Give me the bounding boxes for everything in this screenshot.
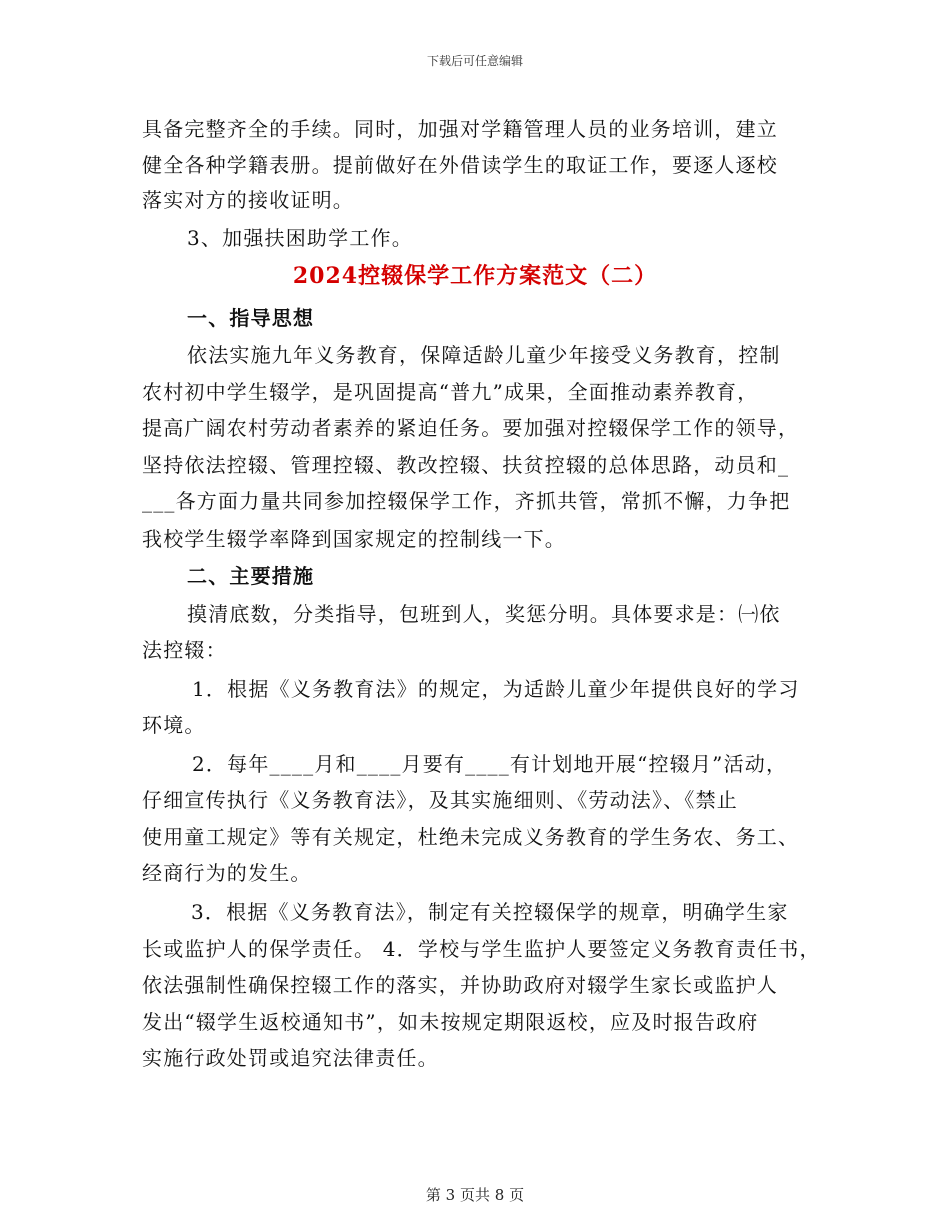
text-line: 经商行为的发生。 bbox=[142, 861, 312, 885]
section-heading-main-measures: 二、主要措施 bbox=[187, 564, 315, 588]
text-line: 农村初中学生辍学，是巩固提高“普九”成果，全面推动素养教育， bbox=[142, 380, 759, 404]
page-footer: 第 3 页共 8 页 bbox=[425, 1186, 525, 1204]
text-line: 依法强制性确保控辍工作的落实，并协助政府对辍学生家长或监护人 bbox=[142, 973, 778, 997]
text-line: 3、加强扶困助学工作。 bbox=[187, 226, 413, 250]
text-line: 仔细宣传执行《义务教育法》，及其实施细则、《劳动法》、《禁止 bbox=[142, 788, 738, 812]
text-line: 落实对方的接收证明。 bbox=[142, 188, 354, 212]
text-line: 依法实施九年义务教育，保障适龄儿童少年接受义务教育，控制 bbox=[187, 343, 781, 367]
text-line: 具备完整齐全的手续。同时，加强对学籍管理人员的业务培训，建立 bbox=[142, 117, 778, 141]
text-line: 摸清底数，分类指导，包班到人，奖惩分明。具体要求是：㈠依 bbox=[187, 602, 781, 626]
text-line: 使用童工规定》等有关规定，杜绝未完成义务教育的学生务农、务工、 bbox=[142, 825, 800, 849]
text-line: 实施行政处罚或追究法律责任。 bbox=[142, 1046, 439, 1070]
section-heading-guiding-thought: 一、指导思想 bbox=[187, 306, 315, 330]
text-line: 3．根据《义务教育法》，制定有关控辍保学的规章，明确学生家 bbox=[191, 900, 789, 924]
text-line: 环境。 bbox=[142, 713, 206, 737]
text-line: 1．根据《义务教育法》的规定，为适龄儿童少年提供良好的学习 bbox=[192, 677, 800, 701]
section-title: 2024控辍保学工作方案范文（二） bbox=[292, 263, 658, 289]
text-line: ___各方面力量共同参加控辍保学工作，齐抓共管，常抓不懈，力争把 bbox=[142, 489, 791, 513]
text-line: 长或监护人的保学责任。 4．学校与学生监护人要签定义务教育责任书， bbox=[142, 937, 821, 961]
page-header: 下载后可任意编辑 bbox=[426, 54, 523, 68]
text-line: 坚持依法控辍、管理控辍、教改控辍、扶贫控辍的总体思路，动员和_ bbox=[142, 453, 790, 477]
text-line: 提高广阔农村劳动者素养的紧迫任务。要加强对控辍保学工作的领导， bbox=[142, 416, 800, 440]
text-line: 健全各种学籍表册。提前做好在外借读学生的取证工作，要逐人逐校 bbox=[142, 153, 778, 177]
text-line: 法控辍： bbox=[142, 638, 227, 662]
text-line: 发出“辍学生返校通知书”，如未按规定期限返校，应及时报告政府 bbox=[142, 1010, 759, 1034]
text-line: 我校学生辍学率降到国家规定的控制线一下。 bbox=[142, 527, 566, 551]
text-line: 2．每年____月和____月要有____有计划地开展“控辍月”活动， bbox=[192, 752, 788, 776]
